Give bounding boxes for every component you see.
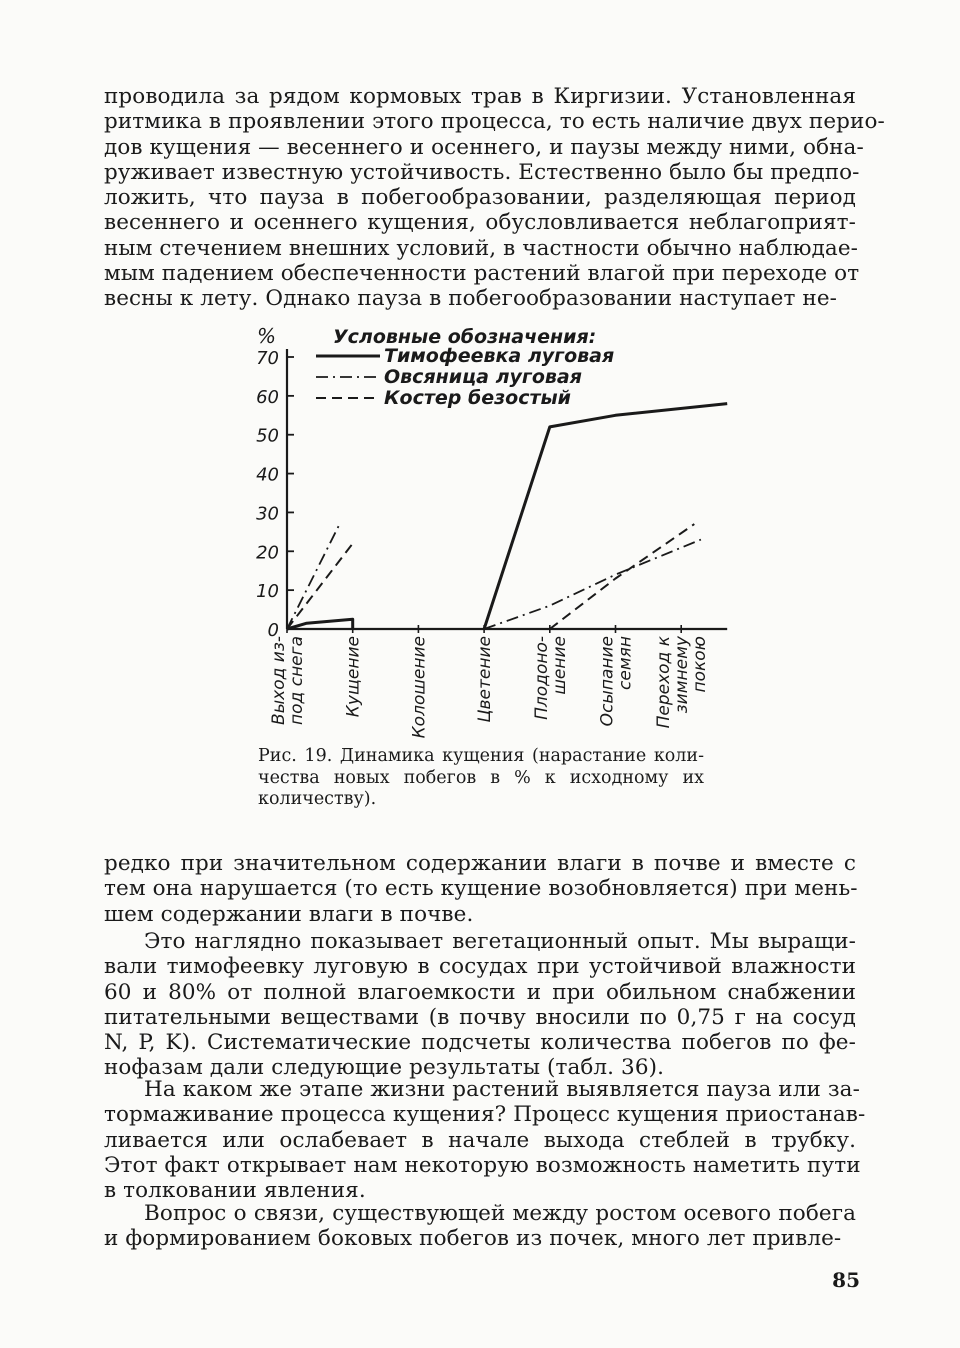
figure-caption [258, 746, 704, 811]
text-line: Этот факт открывает нам некоторую возможность наметить пути [104, 1152, 861, 1178]
y-axis-label: % [257, 324, 277, 348]
legend-label: Овсяница луговая [384, 366, 582, 388]
text-line: руживает известную устойчивость. Естественно было бы предпо- [104, 159, 860, 185]
text-line: ложить, что пауза в побегообразовании, разделяющая период [104, 185, 856, 211]
series-line-0 [287, 619, 353, 629]
text-line: количеству). [258, 789, 377, 809]
paragraph-question [104, 1077, 866, 1204]
text-line: дов кущения — весеннего и осеннего, и паузы между ними, обна- [104, 134, 864, 160]
y-tick-label: 10 [256, 581, 279, 603]
legend-label: Тимофеевка луговая [384, 345, 615, 367]
text-line: нофазам дали следующие результаты (табл. 36). [104, 1055, 665, 1081]
x-phase-label: Выход из- [269, 636, 289, 725]
text-line: питательными веществами (в почву вносили по 0,75 г на сосуд [104, 1004, 856, 1030]
text-line: ритмика в проявлении этого процесса, то есть наличие двух перио- [104, 109, 885, 135]
text-line: 60 и 80% от полной влагоемкости и при обильном снабжении [104, 979, 856, 1005]
legend-title: Условные обозначения: [333, 326, 597, 348]
paragraph-continued [104, 851, 856, 927]
page-number: 85 [832, 1268, 860, 1292]
text-line: тем она нарушается (то есть кущение возобновляется) при мень- [104, 876, 858, 902]
series-line-1 [287, 524, 340, 629]
x-phase-label: Плодоно- [531, 636, 552, 720]
x-phase-label: Цветение [475, 636, 496, 723]
text-line: На каком же этапе жизни растений выявляется пауза или за- [144, 1077, 860, 1102]
text-line: шем содержании влаги в почве. [104, 901, 474, 927]
y-tick-label: 30 [256, 503, 279, 525]
text-line: ливается или ослабевает в начале выхода стеблей в трубку. [104, 1127, 856, 1153]
text-line: в толковании явления. [104, 1178, 366, 1204]
text-line: и формированием боковых побегов из почек, много лет привле- [104, 1226, 842, 1252]
text-line: вали тимофеевку луговую в сосудах при устойчивой влажности [104, 954, 856, 980]
text-line: чества новых побегов в % к исходному их [258, 767, 704, 788]
text-line: Рис. 19. Динамика кущения (нарастание коли- [258, 746, 704, 766]
x-phase-label: Кущение [343, 636, 364, 718]
text-line: Это наглядно показывает вегетационный опыт. Мы выращи- [144, 929, 856, 954]
x-phase-label: Переход к [654, 636, 675, 729]
series-line-0 [484, 404, 727, 629]
y-tick-label: 70 [256, 348, 279, 369]
x-phase-label: под снега [287, 636, 307, 725]
x-phase-label: Колошение [409, 636, 430, 739]
series-line-2 [287, 544, 353, 630]
y-tick-label: 40 [256, 464, 279, 486]
text-line: ным стечением внешних условий, в частности обычно наблюдае- [104, 235, 859, 261]
legend-label: Костер безостый [384, 387, 571, 409]
y-tick-label: 20 [256, 542, 279, 564]
paragraph-last [104, 1201, 856, 1252]
series-line-2 [550, 524, 695, 629]
x-phase-label: шение [549, 636, 570, 695]
x-phase-label: покою [690, 636, 711, 693]
y-tick-label: 60 [256, 386, 279, 408]
x-phase-label: семян [615, 636, 636, 690]
x-phase-label: зимнему [672, 636, 693, 714]
text-line: редко при значительном содержании влаги в почве и вместе с [104, 851, 856, 876]
text-line: весны к лету. Однако пауза в побегообразовании наступает не- [104, 286, 838, 312]
paragraph-experiment [104, 929, 856, 1081]
text-line: N, P, K). Систематические подсчеты количества побегов по фе- [104, 1030, 856, 1056]
y-tick-label: 50 [256, 425, 279, 447]
series-line-1 [484, 540, 701, 629]
text-line: проводила за рядом кормовых трав в Киргизии. Установленная [104, 84, 856, 109]
text-line: Вопрос о связи, существующей между ростом осевого побега [144, 1201, 856, 1226]
y-tick-label: 0 [267, 620, 279, 641]
text-line: тормаживание процесса кущения? Процесс кущения приостанав- [104, 1102, 866, 1128]
text-line: весеннего и осеннего кущения, обусловливается неблагоприят- [104, 210, 856, 236]
x-phase-label: Осыпание [597, 636, 618, 727]
text-line: мым падением обеспеченности растений влагой при переходе от [104, 261, 860, 287]
